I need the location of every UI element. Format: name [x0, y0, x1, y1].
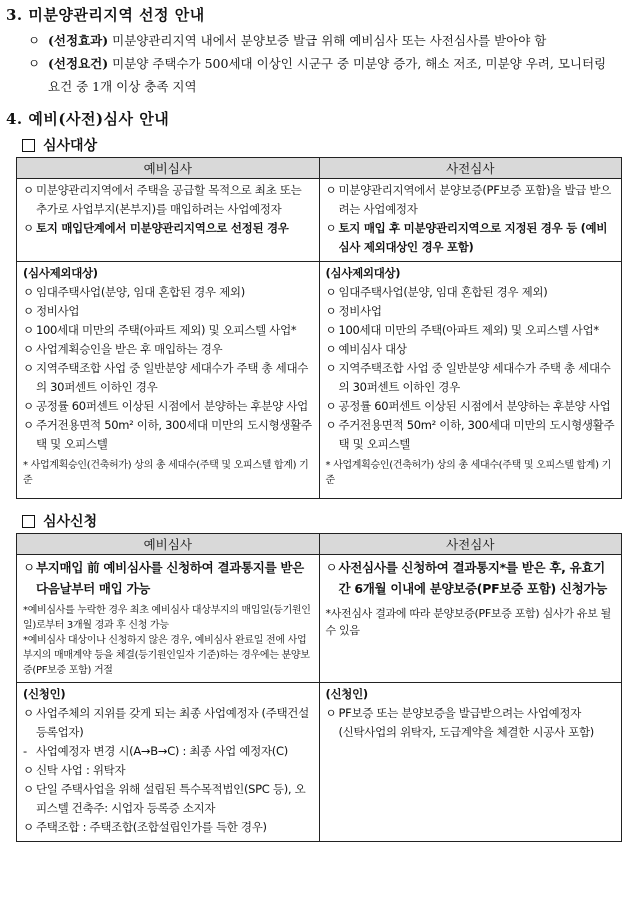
circle-bullet-icon: ㅇ — [325, 183, 337, 197]
circle-bullet-icon: ㅇ — [325, 342, 337, 356]
circle-bullet-icon: ㅇ — [23, 399, 34, 413]
circle-bullet-icon: - — [23, 744, 27, 758]
circle-bullet-icon: ㅇ — [28, 56, 41, 71]
footnote: *사전심사 결과에 따라 분양보증(PF보증 포함) 심사가 유보 될 수 있음 — [325, 607, 611, 637]
exclusion-caption: (심사제외대상) — [23, 266, 98, 280]
circle-bullet-icon: ㅇ — [23, 221, 34, 235]
circle-bullet-icon: ㅇ — [23, 782, 34, 796]
list-item: ㅇ 지역주택조합 사업 중 일반분양 세대수가 주택 총 세대수의 30퍼센트 이하인 경우 — [23, 359, 313, 397]
circle-bullet-icon: ㅇ — [325, 560, 338, 575]
list-item: ㅇ 주거전용면적 50m² 이하, 300세대 미만의 도시형생활주택 및 오피스텔 — [23, 416, 313, 454]
list-item: ㅇ 공정률 60퍼센트 이상된 시점에서 분양하는 후분양 사업 — [326, 397, 616, 416]
list-item: ㅇ 주거전용면적 50m² 이하, 300세대 미만의 도시형생활주택 및 오피스텔 — [326, 416, 616, 454]
footnote: *예비심사를 누락한 경우 최초 예비심사 대상부지의 매입일(등기원인일)로부터 3개월 경과 후 신청 가능 — [23, 605, 311, 631]
apply-table — [16, 533, 622, 842]
applicant-caption: (신청인) — [325, 687, 368, 701]
exclusion-list — [326, 283, 616, 454]
applicant-caption: (신청인) — [23, 687, 66, 701]
list-item: ㅇ 100세대 미만의 주택(아파트 제외) 및 오피스텔 사업* — [326, 321, 616, 340]
section-3-title: 3. 미분양관리지역 선정 안내 — [6, 6, 205, 24]
footnote: * 사업계획승인(건축허가) 상의 총 세대수(주택 및 오피스텔 합계) 기준 — [325, 460, 611, 486]
list-item: ㅇ 토지 매입 후 미분양관리지역으로 지정된 경우 등 (예비심사 제외대상인 경우 포함) — [326, 219, 616, 257]
selection-requirement-item — [28, 52, 622, 98]
circle-bullet-icon: ㅇ — [325, 399, 337, 413]
apply-heading-text: 심사신청 — [43, 514, 98, 530]
target-heading-text: 심사대상 — [43, 138, 98, 154]
list-item: ㅇ 사업계획승인을 받은 후 매입하는 경우 — [23, 340, 313, 359]
footnote: *예비심사 대상이나 신청하지 않은 경우, 예비심사 완료일 전에 사업부지의 매매계약 등을 체결(등기원인일자 기준)하는 경우에는 분양보증(PF보증 포함) 거절 — [23, 635, 310, 676]
list-item: ㅇ 사업주체의 지위를 갖게 되는 최종 사업예정자 (주택건설등록업자) — [23, 704, 313, 742]
target-table — [16, 157, 622, 499]
list-item: (신탁사업의 위탁자, 도급계약을 체결한 시공사 포함) — [326, 723, 616, 742]
circle-bullet-icon: ㅇ — [28, 33, 41, 48]
target-r1c1 — [17, 179, 320, 262]
apply-r2c1 — [17, 683, 320, 842]
list-item: ㅇ 임대주택사업(분양, 임대 혼합된 경우 제외) — [23, 283, 313, 302]
target-col-prior: 사전심사 — [319, 158, 622, 179]
list-item: ㅇ 미분양관리지역에서 주택을 공급할 목적으로 최초 또는 추가로 사업부지(본부지)를 매입하려는 사업예정자 — [23, 181, 313, 219]
circle-bullet-icon: ㅇ — [325, 323, 337, 337]
list-item: ㅇ PF보증 또는 분양보증을 발급받으려는 사업예정자 — [326, 704, 616, 723]
selection-effect-label: (선정효과) — [48, 33, 109, 48]
exclusion-caption: (심사제외대상) — [325, 266, 401, 280]
exclusion-list — [23, 283, 313, 454]
applicant-list — [23, 704, 313, 837]
apply-r2c2 — [319, 683, 622, 842]
footnote: * 사업계획승인(건축허가) 상의 총 세대수(주택 및 오피스텔 합계) 기준 — [23, 460, 309, 486]
circle-bullet-icon: ㅇ — [23, 361, 34, 375]
selection-effect-item — [28, 29, 622, 52]
selection-requirement-label: (선정요건) — [48, 56, 109, 71]
circle-bullet-icon: ㅇ — [23, 304, 34, 318]
list-item: ㅇ 토지 매입단계에서 미분양관리지역으로 선정된 경우 — [23, 219, 313, 238]
list-item: ㅇ 정비사업 — [23, 302, 313, 321]
target-r2c1 — [17, 262, 320, 499]
circle-bullet-icon: ㅇ — [325, 285, 337, 299]
checkbox-square-icon — [22, 139, 35, 152]
section-4-title: 4. 예비(사전)심사 안내 — [6, 110, 170, 128]
circle-bullet-icon: ㅇ — [23, 763, 34, 777]
apply-r1c1 — [17, 555, 320, 683]
list-item: ㅇ 정비사업 — [326, 302, 616, 321]
list-item: ㅇ 임대주택사업(분양, 임대 혼합된 경우 제외) — [326, 283, 616, 302]
apply-col-prior: 사전심사 — [319, 534, 622, 555]
circle-bullet-icon: ㅇ — [23, 285, 34, 299]
applicant-list — [326, 704, 616, 742]
target-heading — [22, 135, 622, 155]
list-item: ㅇ 예비심사 대상 — [326, 340, 616, 359]
document-page — [6, 4, 622, 842]
apply-r1c2 — [319, 555, 622, 683]
list-item: ㅇ 미분양관리지역에서 분양보증(PF보증 포함)을 발급 받으려는 사업예정자 — [326, 181, 616, 219]
list-item: - 사업예정자 변경 시(A→B→C) : 최종 사업 예정자(C) — [23, 742, 313, 761]
list-item: ㅇ 부지매입 前 예비심사를 신청하여 결과통지를 받은 다음날부터 매입 가능 — [23, 557, 313, 599]
circle-bullet-icon: ㅇ — [23, 323, 34, 337]
circle-bullet-icon — [326, 723, 339, 742]
target-r1c2 — [319, 179, 622, 262]
circle-bullet-icon: ㅇ — [325, 706, 337, 720]
circle-bullet-icon: ㅇ — [23, 820, 34, 834]
list-item: ㅇ 공정률 60퍼센트 이상된 시점에서 분양하는 후분양 사업 — [23, 397, 313, 416]
list-item: ㅇ 지역주택조합 사업 중 일반분양 세대수가 주택 총 세대수의 30퍼센트 이하인 경우 — [326, 359, 616, 397]
list-item: ㅇ 신탁 사업 : 위탁자 — [23, 761, 313, 780]
list-item: ㅇ 주택조합 : 주택조합(조합설립인가를 득한 경우) — [23, 818, 313, 837]
target-col-preliminary: 예비심사 — [17, 158, 320, 179]
selection-effect-text: 미분양관리지역 내에서 분양보증 발급 위해 예비심사 또는 사전심사를 받아야 함 — [108, 33, 547, 48]
circle-bullet-icon: ㅇ — [325, 304, 337, 318]
circle-bullet-icon: ㅇ — [23, 560, 35, 575]
circle-bullet-icon: ㅇ — [23, 706, 34, 720]
circle-bullet-icon: ㅇ — [23, 418, 34, 432]
apply-col-preliminary: 예비심사 — [17, 534, 320, 555]
circle-bullet-icon: ㅇ — [325, 361, 337, 375]
apply-heading — [22, 511, 622, 531]
selection-requirement-text: 미분양 주택수가 500세대 이상인 시군구 중 미분양 증가, 해소 저조, 미분양 우려, 모니터링 요건 중 1개 이상 충족 지역 — [48, 56, 607, 94]
circle-bullet-icon: ㅇ — [23, 183, 34, 197]
circle-bullet-icon: ㅇ — [325, 221, 337, 235]
circle-bullet-icon: ㅇ — [325, 418, 337, 432]
list-item: ㅇ 100세대 미만의 주택(아파트 제외) 및 오피스텔 사업* — [23, 321, 313, 340]
target-r2c2 — [319, 262, 622, 499]
list-item: ㅇ 사전심사를 신청하여 결과통지*를 받은 후, 유효기간 6개월 이내에 분양보증(PF보증 포함) 신청가능 — [326, 557, 616, 599]
circle-bullet-icon: ㅇ — [23, 342, 34, 356]
checkbox-square-icon — [22, 515, 35, 528]
list-item: ㅇ 단일 주택사업을 위해 설립된 특수목적법인(SPC 등), 오피스텔 건축주: 시업자 등록증 소지자 — [23, 780, 313, 818]
